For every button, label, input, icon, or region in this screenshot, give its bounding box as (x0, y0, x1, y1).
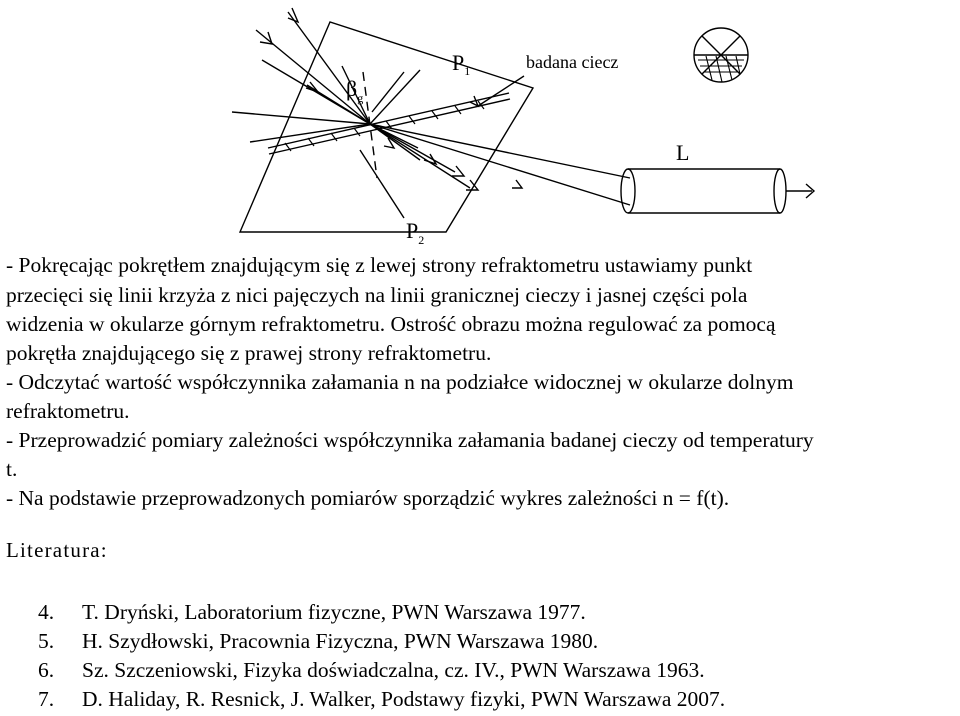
reference-text: T. Dryński, Laboratorium fizyczne, PWN Warszawa 1977. (82, 600, 586, 624)
instruction-line: - Odczytać wartość współczynnika załamania n na podziałce widocznej w okularze dolnym (6, 370, 794, 394)
p2-label: $P_2$ (406, 218, 425, 247)
reference-number: 6. (38, 658, 55, 682)
instruction-line: przecięci się linii krzyża z nici pajęczych na linii granicznej cieczy i jasnej części pola (6, 283, 748, 307)
instruction-line: - Przeprowadzić pomiary zależności współczynnika załamania badanej cieczy od temperatury (6, 428, 814, 452)
instruction-line: - Na podstawie przeprowadzonych pomiarów sporządzić wykres zależności n = f(t). (6, 486, 730, 510)
liquid-label: badana ciecz (526, 52, 619, 72)
reference-item (38, 600, 586, 625)
reference-text: Sz. Szczeniowski, Fizyka doświadczalna, cz. IV., PWN Warszawa 1963. (82, 658, 705, 682)
instruction-line: pokrętła znajdującego się z prawej strony refraktometru. (6, 341, 492, 365)
reference-number: 7. (38, 687, 55, 711)
field-of-view-icon (694, 28, 748, 82)
instruction-line: t. (6, 457, 18, 481)
reference-item (38, 658, 705, 683)
reference-item (38, 687, 725, 712)
instruction-line: refraktometru. (6, 399, 130, 423)
reference-text: D. Haliday, R. Resnick, J. Walker, Podstawy fizyki, PWN Warszawa 2007. (82, 687, 726, 711)
reference-number: 4. (38, 600, 55, 624)
telescope-tube (621, 169, 814, 213)
instruction-line: widzenia w okularze górnym refraktometru. Ostrość obrazu można regulować za pomocą (6, 312, 776, 336)
reference-item (38, 629, 598, 654)
beta-label: $\beta_g$ (346, 76, 364, 105)
instruction-line: - Pokręcając pokrętłem znajdującym się z lewej strony refraktometru ustawiamy punkt (6, 253, 753, 277)
p1-label: $P_1$ (452, 50, 471, 78)
lens-label: L (676, 140, 690, 165)
refracted-rays (370, 124, 630, 205)
refractometer-diagram (0, 0, 960, 250)
p2-pointer (360, 150, 404, 218)
literature-heading: Literatura: (6, 538, 108, 562)
reference-number: 5. (38, 629, 55, 653)
reference-text: H. Szydłowski, Pracownia Fizyczna, PWN Warszawa 1980. (82, 629, 599, 653)
